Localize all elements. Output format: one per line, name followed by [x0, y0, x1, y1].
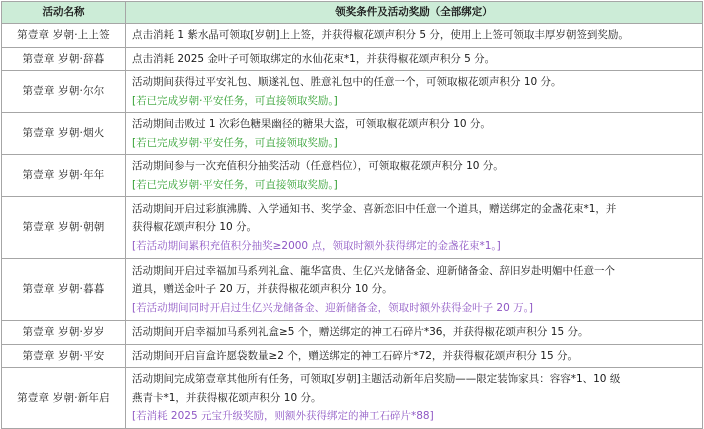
table-row — [2, 155, 703, 197]
reward-description-cell — [126, 24, 703, 48]
activity-name-cell: 第壹章 岁朝·辞暮 — [2, 47, 126, 71]
table-header-row — [2, 2, 703, 24]
activity-name-cell: 第壹章 岁朝·岁岁 — [2, 321, 126, 345]
description-line: 活动期间获得过平安礼包、顺遂礼包、胜意礼包中的任意一个，可领取椒花颂声积分 10 分。 — [132, 76, 562, 88]
table-row — [2, 321, 703, 345]
header-reward-conditions: 领奖条件及活动奖励（全部绑定） — [126, 2, 703, 24]
description-line: 点击消耗 1 紫水晶可领取[岁朝]上上签，并获得椒花颂声积分 5 分，使用上上签可领取丰厚岁朝签到奖励。 — [132, 29, 629, 41]
table-row — [2, 259, 703, 321]
reward-description-cell — [126, 368, 703, 429]
bonus-note: [若活动期间累积充值积分抽奖≥2000 点，领取时额外获得绑定的金盏花束*1。] — [132, 239, 501, 252]
reward-description-cell — [126, 71, 703, 113]
bonus-note: [若活动期间同时开启过生亿兴龙储备金、迎新储备金，领取时额外获得金叶子 20 万。] — [132, 301, 533, 314]
description-line: 获得椒花颂声积分 10 分。 — [132, 221, 258, 234]
table-row — [2, 344, 703, 368]
bonus-note: [若已完成岁朝·平安任务，可直接领取奖励。] — [132, 178, 338, 191]
reward-description-cell — [126, 47, 703, 71]
table-row — [2, 113, 703, 155]
activity-name-cell: 第壹章 岁朝·上上签 — [2, 24, 126, 48]
reward-description-cell — [126, 321, 703, 345]
table-row — [2, 71, 703, 113]
description-line: 活动期间击败过 1 次彩色糖果幽径的糖果大盗，可领取椒花颂声积分 10 分。 — [132, 118, 491, 130]
description-line: 道具，赠送金叶子 20 万，并获得椒花颂声积分 10 分。 — [132, 283, 393, 296]
activity-name-cell: 第壹章 岁朝·烟火 — [2, 113, 126, 155]
description-line: 活动期间完成第壹章其他所有任务，可领取[岁朝]主题活动新年启奖励——限定装饰家具：容容*1、10 级 — [132, 373, 621, 385]
description-line: 燕青卡*1，并获得椒花颂声积分 10 分。 — [132, 391, 322, 404]
activity-name-cell: 第壹章 岁朝·新年启 — [2, 368, 126, 429]
table-row — [2, 368, 703, 429]
activity-name-cell: 第壹章 岁朝·平安 — [2, 344, 126, 368]
header-activity-name: 活动名称 — [2, 2, 126, 24]
description-line: 活动期间开启过彩旗沸腾、入学通知书、奖学金、喜新恋旧中任意一个道具，赠送绑定的金盏花束*1，并 — [132, 202, 617, 215]
table-row — [2, 24, 703, 48]
reward-table-wrapper — [1, 1, 703, 429]
description-line: 点击消耗 2025 金叶子可领取绑定的水仙花束*1，并获得椒花颂声积分 5 分。 — [132, 52, 496, 65]
activity-name-cell: 第壹章 岁朝·朝朝 — [2, 197, 126, 259]
bonus-note: [若消耗 2025 元宝升级奖励，则额外获得绑定的神工石碎片*88] — [132, 410, 434, 422]
reward-description-cell — [126, 197, 703, 259]
description-line: 活动期间开启过幸福加马系列礼盒、龍华富贵、生亿兴龙储备金、迎新储备金、辞旧岁赴明媚中任意一个 — [132, 264, 615, 277]
description-line: 活动期间开启幸福加马系列礼盒≥5 个，赠送绑定的神工石碎片*36，并获得椒花颂声积分 15 分。 — [132, 326, 589, 338]
bonus-note: [若已完成岁朝·平安任务，可直接领取奖励。] — [132, 94, 338, 107]
activity-name-cell: 第壹章 岁朝·年年 — [2, 155, 126, 197]
bonus-note: [若已完成岁朝·平安任务，可直接领取奖励。] — [132, 136, 338, 149]
reward-table — [1, 1, 703, 429]
description-line: 活动期间开启盲盒许愿袋数量≥2 个，赠送绑定的神工石碎片*72，并获得椒花颂声积分 15 分。 — [132, 349, 578, 362]
reward-description-cell — [126, 259, 703, 321]
table-body — [2, 24, 703, 429]
activity-name-cell: 第壹章 岁朝·暮暮 — [2, 259, 126, 321]
activity-name-cell: 第壹章 岁朝·尔尔 — [2, 71, 126, 113]
table-row — [2, 197, 703, 259]
description-line: 活动期间参与一次充值积分抽奖活动（任意档位），可领取椒花颂声积分 10 分。 — [132, 160, 504, 172]
table-row — [2, 47, 703, 71]
reward-description-cell — [126, 344, 703, 368]
reward-description-cell — [126, 155, 703, 197]
reward-description-cell — [126, 113, 703, 155]
